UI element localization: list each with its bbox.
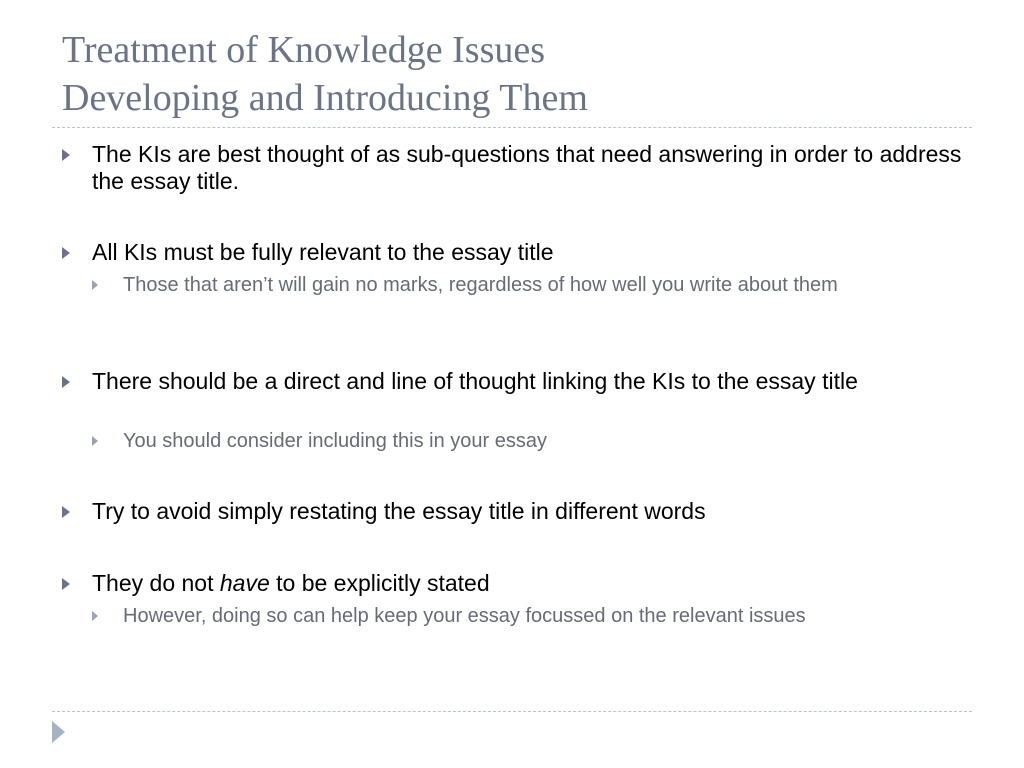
bullet-text-3: There should be a direct and line of thought linking the KIs to the essay title (92, 368, 858, 394)
bullet-triangle-icon (62, 149, 70, 161)
footer-divider (52, 711, 972, 712)
sub-bullet-text-2: Those that aren’t will gain no marks, regardless of how well you write about them (123, 274, 838, 296)
bullet-text-1: The KIs are best thought of as sub-questions that need answering in order to address the essay title. (92, 141, 962, 194)
bullet-text-5-emphasis: have (219, 570, 270, 596)
sub-bullet-text-5: However, doing so can help keep your essay focussed on the relevant issues (123, 605, 806, 627)
slide-title-line-1: Treatment of Knowledge Issues (62, 29, 546, 71)
bullet-text-2: All KIs must be fully relevant to the essay title (92, 239, 554, 265)
sub-bullet-triangle-icon (92, 436, 98, 446)
sub-bullet-triangle-icon (92, 611, 98, 621)
bullet-text-5 (92, 570, 962, 597)
bullet-text-4: Try to avoid simply restating the essay title in different words (92, 498, 706, 524)
bullet-text-5-before: They do not (92, 570, 220, 596)
footer-triangle-icon (52, 721, 65, 743)
bullet-triangle-icon (62, 506, 70, 518)
sub-bullet-text-3: You should consider including this in your essay (123, 430, 547, 452)
bullet-text-5-after: to be explicitly stated (269, 570, 490, 596)
bullet-triangle-icon (62, 578, 70, 590)
bullet-triangle-icon (62, 376, 70, 388)
slide-title-line-2: Developing and Introducing Them (62, 77, 588, 119)
bullet-triangle-icon (62, 247, 70, 259)
sub-bullet-triangle-icon (92, 280, 98, 290)
